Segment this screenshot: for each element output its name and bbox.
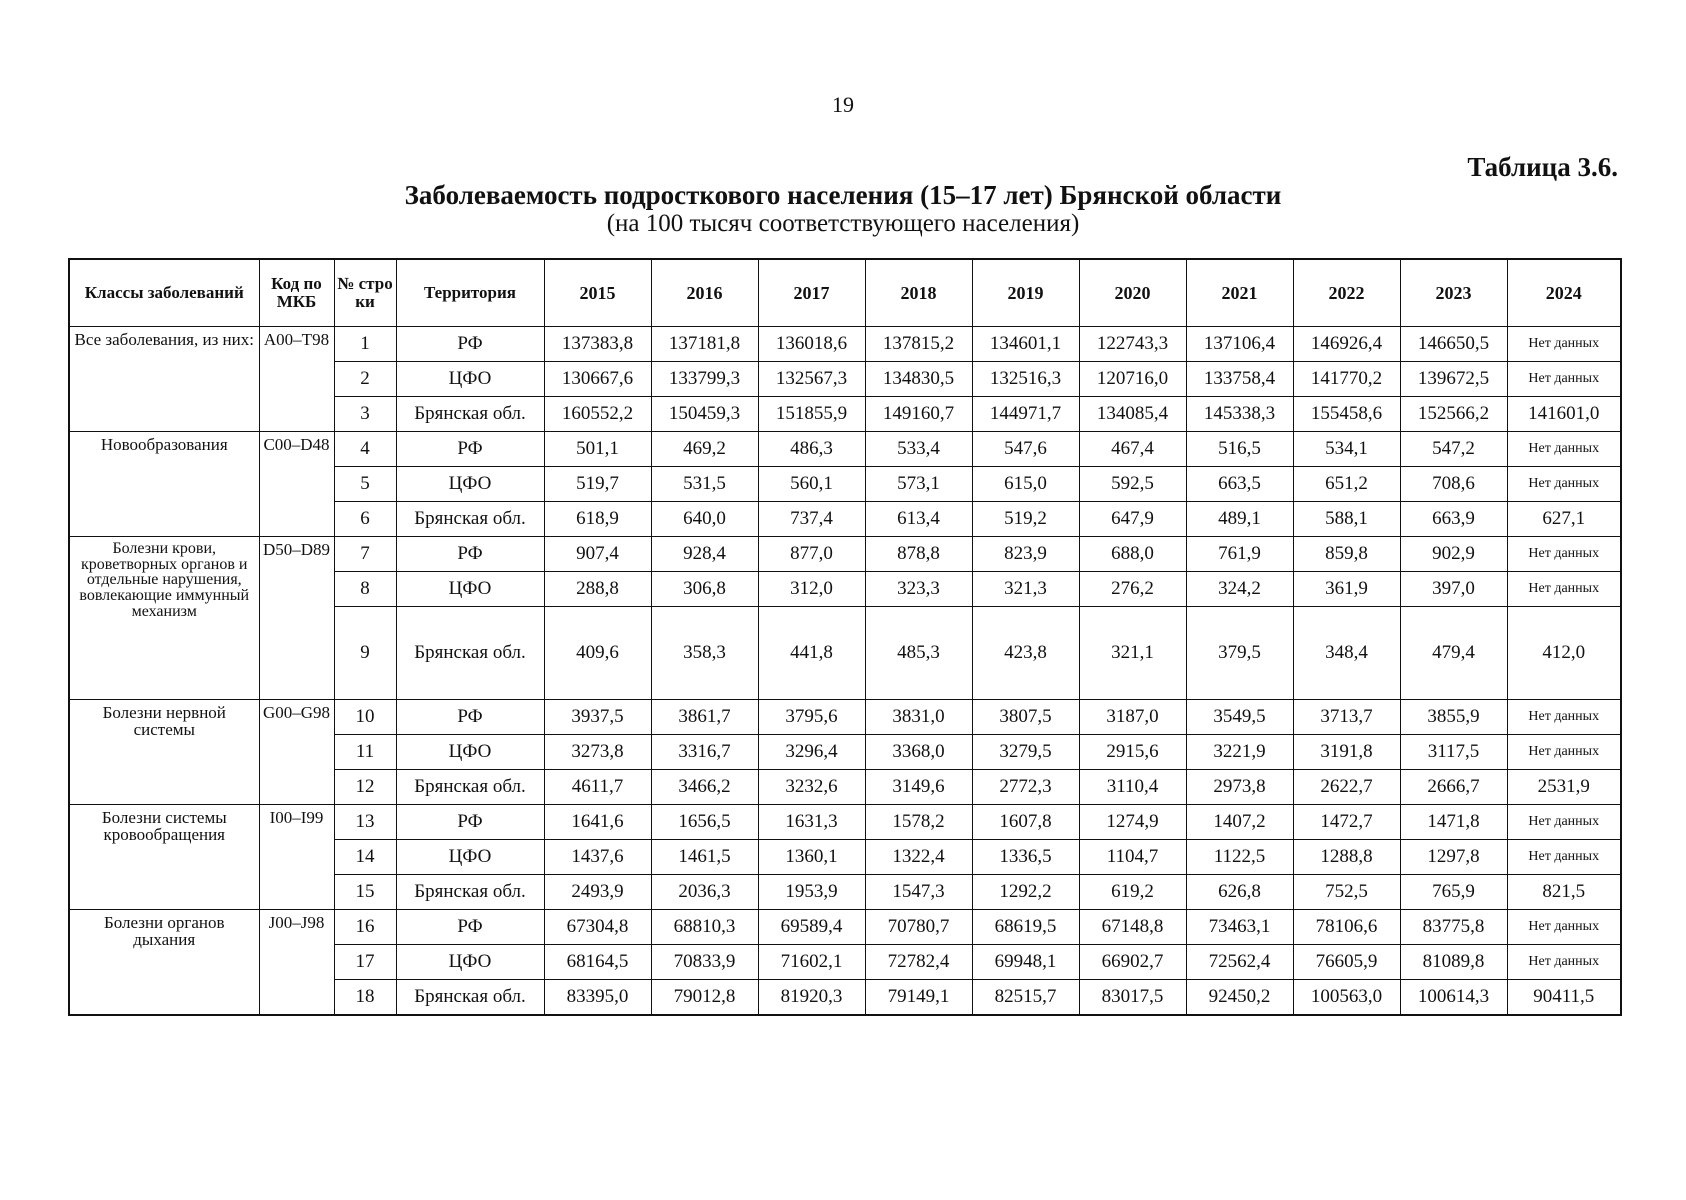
icd-code: A00–T98: [259, 327, 334, 432]
value-cell: 441,8: [758, 607, 865, 700]
row-number: 5: [334, 467, 396, 502]
header-year: 2015: [544, 259, 651, 327]
row-number: 11: [334, 735, 396, 770]
value-cell: 134601,1: [972, 327, 1079, 362]
value-cell: 613,4: [865, 502, 972, 537]
value-cell: 1288,8: [1293, 840, 1400, 875]
table-body: [69, 327, 1621, 1016]
value-cell: 3110,4: [1079, 770, 1186, 805]
territory: ЦФО: [396, 362, 544, 397]
header-year: 2016: [651, 259, 758, 327]
value-cell: 618,9: [544, 502, 651, 537]
value-cell: 663,9: [1400, 502, 1507, 537]
value-cell: 560,1: [758, 467, 865, 502]
row-number: 17: [334, 945, 396, 980]
value-cell: 3466,2: [651, 770, 758, 805]
value-cell: 72562,4: [1186, 945, 1293, 980]
value-cell: 100563,0: [1293, 980, 1400, 1016]
value-cell: Нет данных: [1507, 467, 1621, 502]
value-cell: 663,5: [1186, 467, 1293, 502]
value-cell: 3296,4: [758, 735, 865, 770]
value-cell: 1437,6: [544, 840, 651, 875]
value-cell: 640,0: [651, 502, 758, 537]
value-cell: 100614,3: [1400, 980, 1507, 1016]
value-cell: 1578,2: [865, 805, 972, 840]
value-cell: 3149,6: [865, 770, 972, 805]
value-cell: 409,6: [544, 607, 651, 700]
disease-class: Новообразования: [69, 432, 259, 537]
territory: ЦФО: [396, 945, 544, 980]
value-cell: 137181,8: [651, 327, 758, 362]
value-cell: 83775,8: [1400, 910, 1507, 945]
value-cell: 66902,7: [1079, 945, 1186, 980]
value-cell: 3831,0: [865, 700, 972, 735]
value-cell: 2666,7: [1400, 770, 1507, 805]
icd-code: C00–D48: [259, 432, 334, 537]
territory: РФ: [396, 537, 544, 572]
value-cell: 1472,7: [1293, 805, 1400, 840]
disease-class: Болезни крови, кроветворных органов и отдельные нарушения, вовлекающие иммунный механизм: [69, 537, 259, 700]
value-cell: 122743,3: [1079, 327, 1186, 362]
value-cell: 627,1: [1507, 502, 1621, 537]
value-cell: 3713,7: [1293, 700, 1400, 735]
value-cell: 90411,5: [1507, 980, 1621, 1016]
value-cell: 79149,1: [865, 980, 972, 1016]
value-cell: Нет данных: [1507, 840, 1621, 875]
disease-class: Болезни органов дыхания: [69, 910, 259, 1016]
territory: РФ: [396, 805, 544, 840]
value-cell: 1547,3: [865, 875, 972, 910]
value-cell: 3273,8: [544, 735, 651, 770]
value-cell: 761,9: [1186, 537, 1293, 572]
value-cell: 651,2: [1293, 467, 1400, 502]
value-cell: 516,5: [1186, 432, 1293, 467]
value-cell: 321,1: [1079, 607, 1186, 700]
table-row: [69, 700, 1621, 735]
value-cell: 1122,5: [1186, 840, 1293, 875]
territory: Брянская обл.: [396, 607, 544, 700]
value-cell: 615,0: [972, 467, 1079, 502]
value-cell: 1631,3: [758, 805, 865, 840]
icd-code: G00–G98: [259, 700, 334, 805]
row-number: 9: [334, 607, 396, 700]
morbidity-table: [68, 258, 1622, 1016]
value-cell: 82515,7: [972, 980, 1079, 1016]
disease-class: Болезни системы кровообращения: [69, 805, 259, 910]
value-cell: 2973,8: [1186, 770, 1293, 805]
value-cell: 68164,5: [544, 945, 651, 980]
value-cell: 134830,5: [865, 362, 972, 397]
value-cell: 1360,1: [758, 840, 865, 875]
value-cell: 137106,4: [1186, 327, 1293, 362]
value-cell: 132567,3: [758, 362, 865, 397]
value-cell: 361,9: [1293, 572, 1400, 607]
value-cell: 907,4: [544, 537, 651, 572]
value-cell: 467,4: [1079, 432, 1186, 467]
value-cell: 3191,8: [1293, 735, 1400, 770]
territory: ЦФО: [396, 735, 544, 770]
value-cell: 83017,5: [1079, 980, 1186, 1016]
value-cell: 765,9: [1400, 875, 1507, 910]
value-cell: 68810,3: [651, 910, 758, 945]
header-year: 2024: [1507, 259, 1621, 327]
value-cell: 71602,1: [758, 945, 865, 980]
territory: РФ: [396, 432, 544, 467]
value-cell: 626,8: [1186, 875, 1293, 910]
value-cell: 137383,8: [544, 327, 651, 362]
value-cell: 2036,3: [651, 875, 758, 910]
value-cell: 1322,4: [865, 840, 972, 875]
icd-code: J00–J98: [259, 910, 334, 1016]
value-cell: 358,3: [651, 607, 758, 700]
value-cell: 69948,1: [972, 945, 1079, 980]
value-cell: 136018,6: [758, 327, 865, 362]
value-cell: 3861,7: [651, 700, 758, 735]
value-cell: 1656,5: [651, 805, 758, 840]
value-cell: 145338,3: [1186, 397, 1293, 432]
value-cell: 321,3: [972, 572, 1079, 607]
value-cell: 323,3: [865, 572, 972, 607]
value-cell: 1104,7: [1079, 840, 1186, 875]
value-cell: 144971,7: [972, 397, 1079, 432]
value-cell: 397,0: [1400, 572, 1507, 607]
header-class: Классы заболеваний: [69, 259, 259, 327]
value-cell: 70780,7: [865, 910, 972, 945]
header-code: Код по МКБ: [259, 259, 334, 327]
page-number: 19: [832, 92, 854, 117]
value-cell: 3221,9: [1186, 735, 1293, 770]
value-cell: 312,0: [758, 572, 865, 607]
value-cell: 3937,5: [544, 700, 651, 735]
value-cell: 592,5: [1079, 467, 1186, 502]
row-number: 14: [334, 840, 396, 875]
disease-class: Все заболевания, из них:: [69, 327, 259, 432]
territory: Брянская обл.: [396, 397, 544, 432]
value-cell: 81089,8: [1400, 945, 1507, 980]
row-number: 10: [334, 700, 396, 735]
value-cell: 146926,4: [1293, 327, 1400, 362]
row-number: 8: [334, 572, 396, 607]
value-cell: 130667,6: [544, 362, 651, 397]
row-number: 1: [334, 327, 396, 362]
value-cell: 133758,4: [1186, 362, 1293, 397]
table-subtitle: (на 100 тысяч соответствующего населения): [606, 210, 1080, 237]
value-cell: 688,0: [1079, 537, 1186, 572]
value-cell: 2915,6: [1079, 735, 1186, 770]
value-cell: 92450,2: [1186, 980, 1293, 1016]
territory: РФ: [396, 700, 544, 735]
row-number: 18: [334, 980, 396, 1016]
value-cell: 573,1: [865, 467, 972, 502]
value-cell: 423,8: [972, 607, 1079, 700]
value-cell: 152566,2: [1400, 397, 1507, 432]
row-number: 13: [334, 805, 396, 840]
value-cell: 69589,4: [758, 910, 865, 945]
value-cell: 81920,3: [758, 980, 865, 1016]
territory: Брянская обл.: [396, 770, 544, 805]
value-cell: 3279,5: [972, 735, 1079, 770]
value-cell: 141601,0: [1507, 397, 1621, 432]
value-cell: 78106,6: [1293, 910, 1400, 945]
row-number: 12: [334, 770, 396, 805]
value-cell: 2531,9: [1507, 770, 1621, 805]
row-number: 2: [334, 362, 396, 397]
row-number: 6: [334, 502, 396, 537]
value-cell: 1461,5: [651, 840, 758, 875]
value-cell: 324,2: [1186, 572, 1293, 607]
value-cell: 155458,6: [1293, 397, 1400, 432]
value-cell: 141770,2: [1293, 362, 1400, 397]
value-cell: 83395,0: [544, 980, 651, 1016]
value-cell: 412,0: [1507, 607, 1621, 700]
value-cell: 3807,5: [972, 700, 1079, 735]
value-cell: Нет данных: [1507, 735, 1621, 770]
value-cell: 1336,5: [972, 840, 1079, 875]
value-cell: 3232,6: [758, 770, 865, 805]
value-cell: Нет данных: [1507, 572, 1621, 607]
value-cell: 619,2: [1079, 875, 1186, 910]
row-number: 7: [334, 537, 396, 572]
value-cell: 3549,5: [1186, 700, 1293, 735]
value-cell: 1274,9: [1079, 805, 1186, 840]
value-cell: 67304,8: [544, 910, 651, 945]
value-cell: Нет данных: [1507, 805, 1621, 840]
value-cell: 547,2: [1400, 432, 1507, 467]
value-cell: 79012,8: [651, 980, 758, 1016]
icd-code: D50–D89: [259, 537, 334, 700]
value-cell: 120716,0: [1079, 362, 1186, 397]
value-cell: 708,6: [1400, 467, 1507, 502]
table-row: [69, 432, 1621, 467]
territory: ЦФО: [396, 840, 544, 875]
value-cell: 877,0: [758, 537, 865, 572]
value-cell: 547,6: [972, 432, 1079, 467]
value-cell: 1641,6: [544, 805, 651, 840]
header-year: 2023: [1400, 259, 1507, 327]
value-cell: 133799,3: [651, 362, 758, 397]
value-cell: 821,5: [1507, 875, 1621, 910]
header-year: 2019: [972, 259, 1079, 327]
value-cell: 534,1: [1293, 432, 1400, 467]
value-cell: 2622,7: [1293, 770, 1400, 805]
value-cell: 588,1: [1293, 502, 1400, 537]
value-cell: 1953,9: [758, 875, 865, 910]
table-title: Заболеваемость подросткового населения (15–17 лет) Брянской области: [404, 180, 1282, 210]
value-cell: 139672,5: [1400, 362, 1507, 397]
value-cell: 533,4: [865, 432, 972, 467]
header-year: 2022: [1293, 259, 1400, 327]
header-year: 2018: [865, 259, 972, 327]
value-cell: 3187,0: [1079, 700, 1186, 735]
table-row: [69, 537, 1621, 572]
table-row: [69, 327, 1621, 362]
value-cell: 1407,2: [1186, 805, 1293, 840]
value-cell: 73463,1: [1186, 910, 1293, 945]
value-cell: 1607,8: [972, 805, 1079, 840]
value-cell: Нет данных: [1507, 700, 1621, 735]
value-cell: 1471,8: [1400, 805, 1507, 840]
territory: РФ: [396, 910, 544, 945]
table-label: Таблица 3.6.: [1467, 152, 1618, 182]
header-row-number: № стро ки: [334, 259, 396, 327]
value-cell: 3855,9: [1400, 700, 1507, 735]
value-cell: 878,8: [865, 537, 972, 572]
value-cell: 485,3: [865, 607, 972, 700]
value-cell: 647,9: [1079, 502, 1186, 537]
header-year: 2020: [1079, 259, 1186, 327]
value-cell: 2772,3: [972, 770, 1079, 805]
value-cell: 137815,2: [865, 327, 972, 362]
value-cell: 469,2: [651, 432, 758, 467]
value-cell: 67148,8: [1079, 910, 1186, 945]
row-number: 15: [334, 875, 396, 910]
value-cell: 134085,4: [1079, 397, 1186, 432]
value-cell: 3368,0: [865, 735, 972, 770]
value-cell: Нет данных: [1507, 910, 1621, 945]
header-year: 2021: [1186, 259, 1293, 327]
territory: Брянская обл.: [396, 980, 544, 1016]
value-cell: 379,5: [1186, 607, 1293, 700]
icd-code: I00–I99: [259, 805, 334, 910]
value-cell: 348,4: [1293, 607, 1400, 700]
value-cell: 160552,2: [544, 397, 651, 432]
value-cell: 859,8: [1293, 537, 1400, 572]
territory: РФ: [396, 327, 544, 362]
value-cell: 132516,3: [972, 362, 1079, 397]
value-cell: 752,5: [1293, 875, 1400, 910]
value-cell: 823,9: [972, 537, 1079, 572]
value-cell: 146650,5: [1400, 327, 1507, 362]
value-cell: 306,8: [651, 572, 758, 607]
table-header: [69, 259, 1621, 327]
value-cell: 72782,4: [865, 945, 972, 980]
value-cell: 288,8: [544, 572, 651, 607]
value-cell: 519,7: [544, 467, 651, 502]
value-cell: Нет данных: [1507, 945, 1621, 980]
table-row: [69, 805, 1621, 840]
territory: ЦФО: [396, 572, 544, 607]
value-cell: 149160,7: [865, 397, 972, 432]
value-cell: 4611,7: [544, 770, 651, 805]
territory: Брянская обл.: [396, 502, 544, 537]
value-cell: 3795,6: [758, 700, 865, 735]
value-cell: Нет данных: [1507, 537, 1621, 572]
row-number: 3: [334, 397, 396, 432]
value-cell: 3117,5: [1400, 735, 1507, 770]
value-cell: 76605,9: [1293, 945, 1400, 980]
header-territory: Территория: [396, 259, 544, 327]
value-cell: 531,5: [651, 467, 758, 502]
territory: Брянская обл.: [396, 875, 544, 910]
value-cell: 737,4: [758, 502, 865, 537]
value-cell: 1297,8: [1400, 840, 1507, 875]
value-cell: 501,1: [544, 432, 651, 467]
value-cell: 2493,9: [544, 875, 651, 910]
value-cell: 70833,9: [651, 945, 758, 980]
value-cell: 489,1: [1186, 502, 1293, 537]
value-cell: Нет данных: [1507, 362, 1621, 397]
value-cell: 486,3: [758, 432, 865, 467]
value-cell: 276,2: [1079, 572, 1186, 607]
value-cell: 151855,9: [758, 397, 865, 432]
header-year: 2017: [758, 259, 865, 327]
disease-class: Болезни нервной системы: [69, 700, 259, 805]
value-cell: Нет данных: [1507, 327, 1621, 362]
value-cell: 928,4: [651, 537, 758, 572]
row-number: 16: [334, 910, 396, 945]
table-row: [69, 910, 1621, 945]
value-cell: 479,4: [1400, 607, 1507, 700]
value-cell: 519,2: [972, 502, 1079, 537]
value-cell: Нет данных: [1507, 432, 1621, 467]
value-cell: 3316,7: [651, 735, 758, 770]
value-cell: 1292,2: [972, 875, 1079, 910]
territory: ЦФО: [396, 467, 544, 502]
value-cell: 902,9: [1400, 537, 1507, 572]
value-cell: 150459,3: [651, 397, 758, 432]
value-cell: 68619,5: [972, 910, 1079, 945]
row-number: 4: [334, 432, 396, 467]
